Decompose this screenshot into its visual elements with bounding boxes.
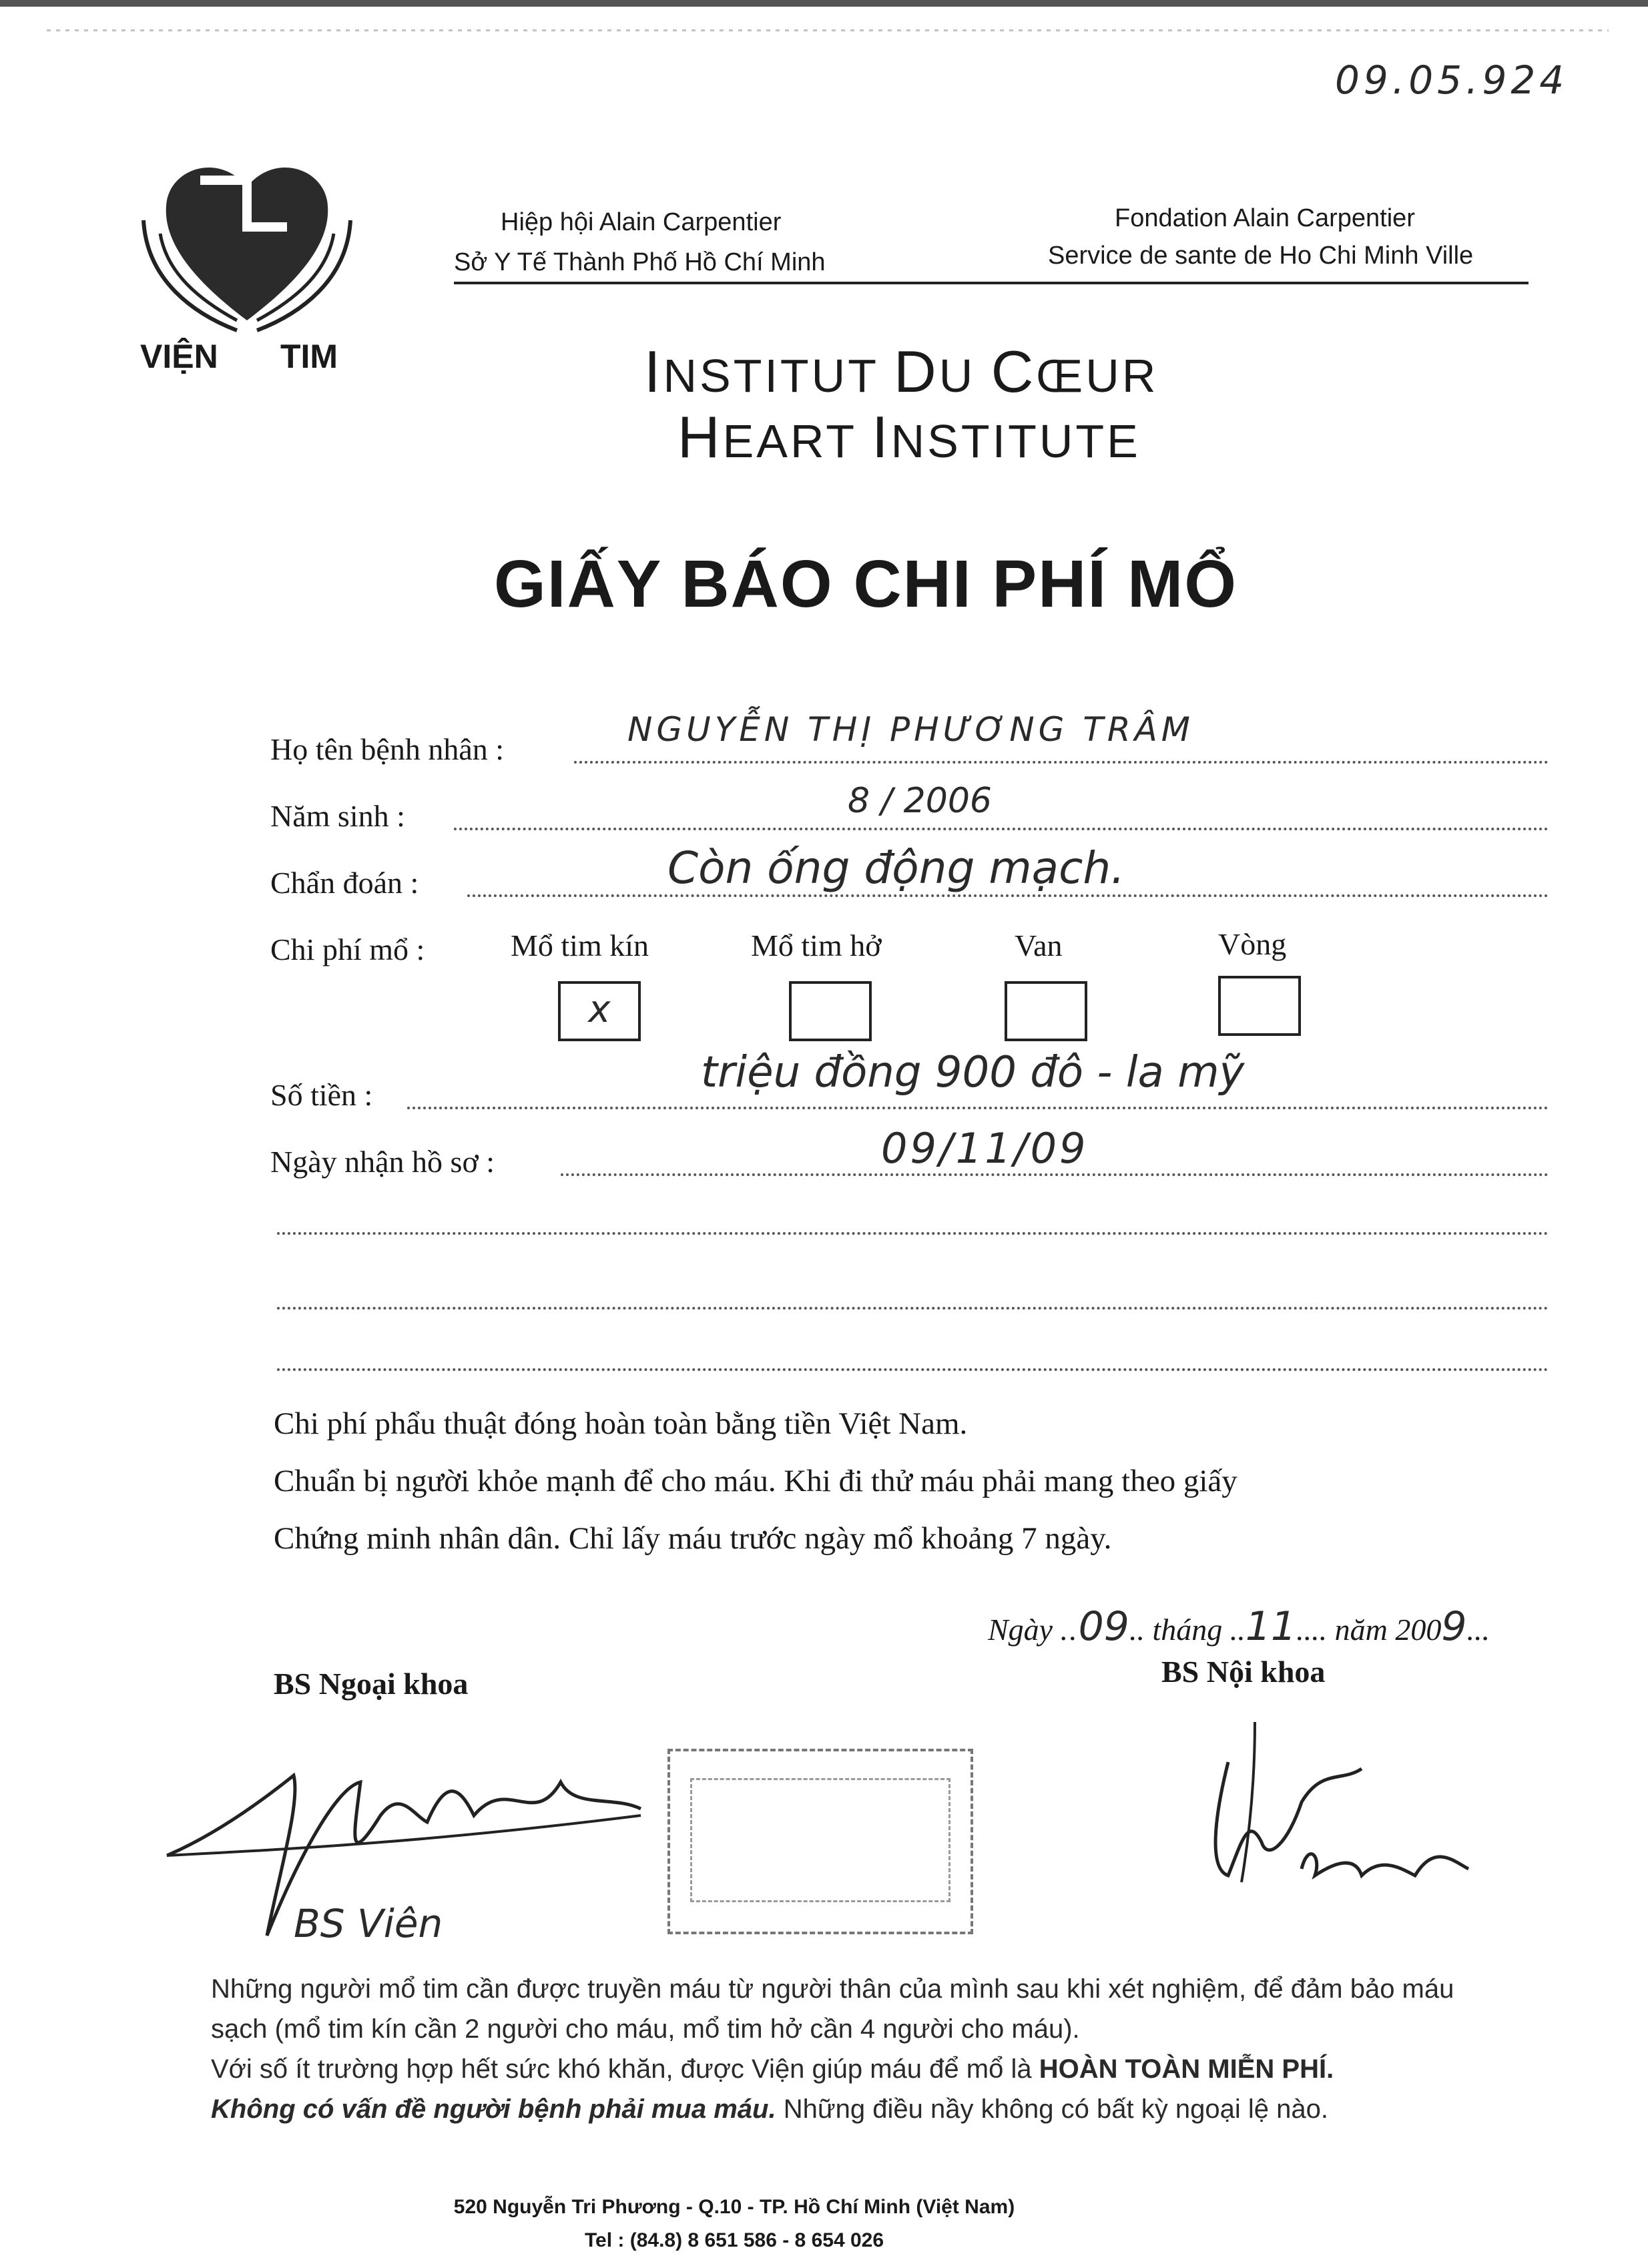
patient-label: Họ tên bệnh nhân : bbox=[270, 732, 505, 766]
blank-line-1 bbox=[277, 1232, 1549, 1235]
diagnosis-value: Còn ống động mạch. bbox=[667, 842, 1125, 894]
note-line-4: Không có vấn đề người bệnh phải mua máu. Những điều nầy không có bất kỳ ngoại lệ nào. bbox=[211, 2094, 1328, 2124]
diagnosis-dots bbox=[467, 894, 1549, 897]
scan-top-edge bbox=[0, 0, 1648, 7]
option-closed-label: Mổ tim kín bbox=[511, 928, 649, 962]
page-title: GIẤY BÁO CHI PHÍ MỔ bbox=[494, 547, 1238, 621]
option-open-label: Mổ tim hở bbox=[751, 928, 882, 962]
assoc-fr-line2: Service de sante de Ho Chi Minh Ville bbox=[1048, 242, 1474, 270]
header-rule bbox=[454, 282, 1529, 284]
surgeon-handwritten-name: BS Viên bbox=[294, 1901, 443, 1946]
paragraph-3: Chứng minh nhân dân. Chỉ lấy máu trước ngày mổ khoảng 7 ngày. bbox=[274, 1521, 1112, 1556]
physician-signature bbox=[1188, 1709, 1508, 1922]
amount-label: Số tiền : bbox=[270, 1078, 373, 1112]
footer-address: 520 Nguyễn Tri Phương - Q.10 - TP. Hồ Chí Minh (Việt Nam) bbox=[453, 2196, 1015, 2218]
option-ring-label: Vòng bbox=[1218, 927, 1287, 961]
option-closed-checkbox[interactable] bbox=[558, 981, 641, 1041]
note-line-2: sạch (mổ tim kín cần 2 người cho máu, mổ tim hở cần 4 người cho máu). bbox=[211, 2014, 1080, 2044]
faded-stamp bbox=[667, 1749, 973, 1934]
birth-value: 8 / 2006 bbox=[848, 781, 992, 821]
note-line-3: Với số ít trường hợp hết sức khó khăn, được Viện giúp máu để mổ là HOÀN TOÀN MIỄN PHÍ. bbox=[211, 2054, 1334, 2084]
birth-label: Năm sinh : bbox=[270, 799, 405, 833]
assoc-fr-line1: Fondation Alain Carpentier bbox=[1115, 204, 1415, 232]
received-label: Ngày nhận hồ sơ : bbox=[270, 1145, 495, 1179]
blank-line-2 bbox=[277, 1307, 1549, 1310]
note-line-1: Những người mổ tim cần được truyền máu từ người thân của mình sau khi xét nghiệm, để đảm bảo máu bbox=[211, 1974, 1454, 2004]
received-value: 09/11/09 bbox=[881, 1124, 1089, 1173]
birth-dots bbox=[454, 828, 1549, 830]
option-open-checkbox[interactable] bbox=[789, 981, 872, 1041]
option-valve-checkbox[interactable] bbox=[1005, 981, 1087, 1041]
amount-value: triệu đồng 900 đô - la mỹ bbox=[701, 1048, 1245, 1097]
logo bbox=[120, 133, 374, 374]
blank-line-3 bbox=[277, 1368, 1549, 1371]
option-ring-checkbox[interactable] bbox=[1218, 976, 1301, 1036]
assoc-vn-line2: Sở Y Tế Thành Phố Hồ Chí Minh bbox=[454, 248, 826, 276]
scan-speckle bbox=[47, 29, 1609, 31]
footer-tel: Tel : (84.8) 8 651 586 - 8 654 026 bbox=[584, 2229, 884, 2251]
institute-en: HEART INSTITUTE bbox=[677, 404, 1141, 470]
paragraph-2: Chuẩn bị người khỏe mạnh để cho máu. Khi đi thử máu phải mang theo giấy bbox=[274, 1464, 1238, 1498]
patient-value: NGUYỄN THỊ PHƯƠNG TRÂM bbox=[627, 710, 1194, 749]
checkbox-x-mark: x bbox=[588, 988, 611, 1031]
stamp-inner-border bbox=[690, 1778, 950, 1902]
institute-fr: INSTITUT DU CŒUR bbox=[644, 338, 1159, 404]
amount-dots bbox=[407, 1107, 1549, 1109]
assoc-vn-line1: Hiệp hội Alain Carpentier bbox=[501, 208, 782, 236]
logo-word-left: VIỆN bbox=[140, 338, 218, 375]
date-line: Ngày ..09.. tháng ..11.... năm 2009... bbox=[988, 1603, 1490, 1650]
cost-label: Chi phí mổ : bbox=[270, 932, 425, 966]
option-valve-label: Van bbox=[1015, 928, 1063, 962]
surgeon-label: BS Ngoại khoa bbox=[274, 1667, 469, 1701]
heart-hands-icon bbox=[120, 133, 374, 334]
logo-word-right: TIM bbox=[280, 338, 338, 375]
patient-dots bbox=[574, 761, 1549, 764]
paragraph-1: Chi phí phẩu thuật đóng hoàn toàn bằng tiền Việt Nam. bbox=[274, 1406, 968, 1441]
diagnosis-label: Chẩn đoán : bbox=[270, 866, 419, 900]
physician-label: BS Nội khoa bbox=[1161, 1655, 1326, 1689]
reference-number: 09.05.924 bbox=[1335, 57, 1569, 103]
received-dots bbox=[561, 1173, 1549, 1176]
